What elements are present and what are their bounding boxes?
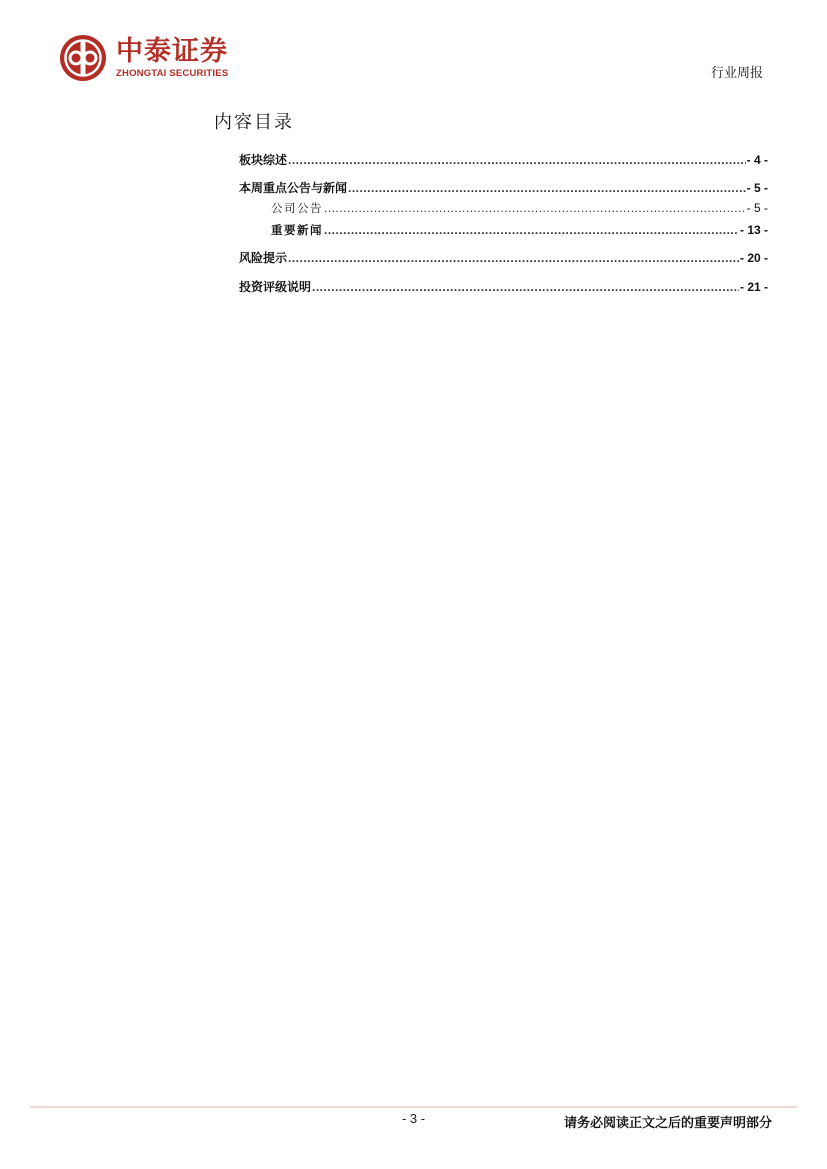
toc-entry-text: 本周重点公告与新闻 <box>239 181 348 195</box>
logo-chinese-name: 中泰证券 <box>116 35 228 67</box>
toc-entry-page: - 13 - <box>739 223 768 237</box>
company-logo <box>58 33 228 83</box>
logo-english-name: ZHONGTAI SECURITIES <box>116 67 229 79</box>
footer-divider <box>30 1106 797 1108</box>
page-number: - 3 - <box>401 1111 426 1126</box>
toc-leader-dots <box>324 223 739 237</box>
toc-leader-dots <box>288 251 739 265</box>
toc-leader-dots <box>348 181 746 195</box>
toc-entry-rating-description[interactable] <box>239 278 768 295</box>
toc-entry-text: 投资评级说明 <box>239 280 312 294</box>
toc-entry-company-announcements[interactable] <box>271 200 768 216</box>
toc-entry-page: - 5 - <box>746 181 768 195</box>
toc-entry-page: - 4 - <box>746 153 768 167</box>
zhongtai-logo-icon <box>58 33 108 83</box>
toc-entry-risk-warning[interactable] <box>239 249 768 266</box>
toc-entry-text: 重要新闻 <box>271 223 323 237</box>
toc-entry-sector-overview[interactable] <box>239 151 768 168</box>
toc-leader-dots <box>288 153 746 167</box>
toc-entry-key-announcements-news[interactable] <box>239 179 768 196</box>
toc-entry-important-news[interactable] <box>271 222 768 238</box>
toc-entry-text: 风险提示 <box>239 251 288 265</box>
toc-leader-dots <box>312 280 739 294</box>
toc-entry-text: 公司公告 <box>271 201 323 215</box>
toc-title: 内容目录 <box>214 112 294 133</box>
toc-entry-page: - 20 - <box>739 251 768 265</box>
report-type-label: 行业周报 <box>710 66 763 81</box>
toc-entry-text: 板块综述 <box>239 153 288 167</box>
footer-disclaimer: 请务必阅读正文之后的重要声明部分 <box>563 1116 772 1131</box>
toc-entry-page: - 21 - <box>739 280 768 294</box>
toc-leader-dots <box>324 201 746 215</box>
toc-entry-page: - 5 - <box>746 201 768 215</box>
